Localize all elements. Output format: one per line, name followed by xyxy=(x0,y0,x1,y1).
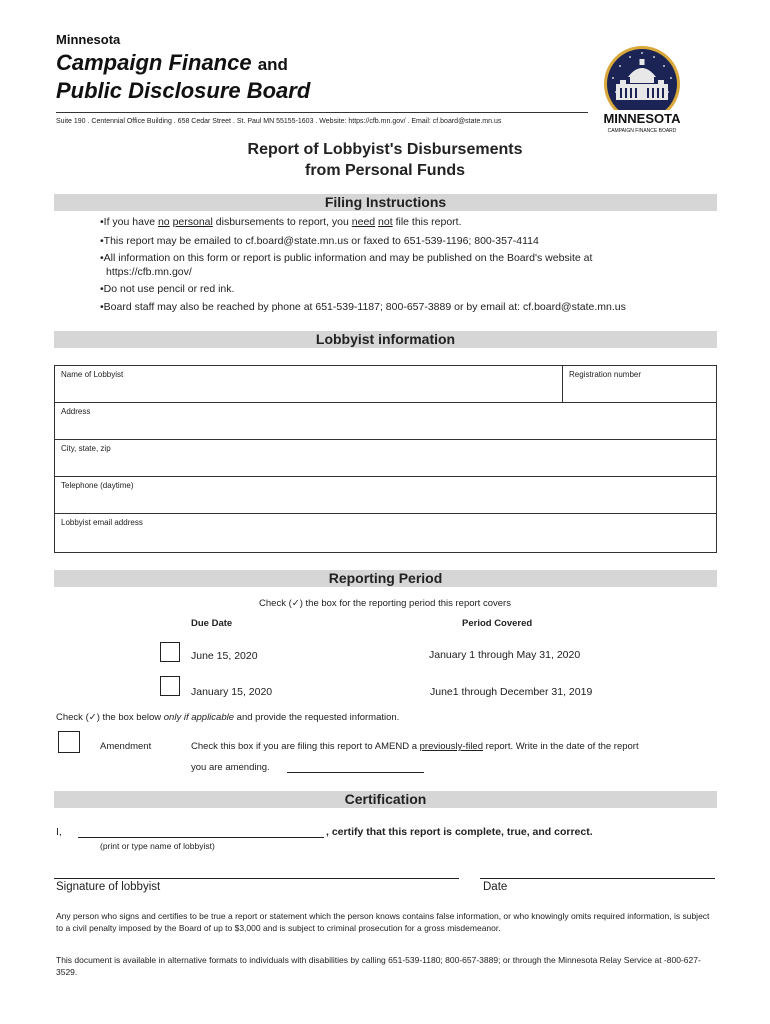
signature-label: Signature of lobbyist xyxy=(56,881,161,893)
contact-address-line: Suite 190 . Centennial Office Building . 658 Cedar Street . St. Paul MN 55155-1603 . Website: https://cfb.mn.gov/ . Email: cf.board@state.mn.us xyxy=(56,118,502,125)
org-name-line1: Campaign Finance and xyxy=(56,50,288,75)
period-instruction: Check (✓) the box for the reporting period this report covers xyxy=(259,598,511,609)
instruction-no-pencil: •Do not use pencil or red ink. xyxy=(100,283,235,295)
instruction-contact-staff: •Board staff may also be reached by phone at 651-539-1187; 800-657-3889 or by email at: cf.board@state.mn.us xyxy=(100,301,626,313)
instruction-website: https://cfb.mn.gov/ xyxy=(106,266,192,278)
signature-line[interactable] xyxy=(54,878,459,879)
seal-title: MINNESOTA xyxy=(603,111,681,126)
org-name-line2: Public Disclosure Board xyxy=(56,78,311,103)
due-date-column-header: Due Date xyxy=(191,618,233,629)
due-date-january-2020: January 15, 2020 xyxy=(191,686,273,698)
date-label: Date xyxy=(483,881,508,893)
amendment-checkbox[interactable] xyxy=(58,731,80,753)
lobbyist-info-heading: Lobbyist information xyxy=(54,331,717,348)
lobbyist-email-field[interactable]: Lobbyist email address xyxy=(61,518,143,527)
lobbyist-name-field[interactable]: Name of Lobbyist xyxy=(55,366,563,403)
amendment-description: Check this box if you are filing this report to AMEND a previously-filed report. Write in the date of the report xyxy=(191,741,639,752)
amendment-date-line[interactable] xyxy=(287,772,424,773)
state-name: Minnesota xyxy=(56,32,121,47)
registration-number-field[interactable]: Registration number xyxy=(563,366,716,403)
seal-subtitle: CAMPAIGN FINANCE BOARD xyxy=(607,128,677,134)
period-covered-jan-may-2020: January 1 through May 31, 2020 xyxy=(429,649,581,661)
instruction-no-disbursements: •If you have no personal disbursements to report, you need not file this report. xyxy=(100,216,462,228)
instruction-email-fax: •This report may be emailed to cf.board@state.mn.us or faxed to 651-539-1196; 800-357-4114 xyxy=(100,235,539,247)
period-covered-jun-dec-2019: June1 through December 31, 2019 xyxy=(430,686,593,698)
period-checkbox-june-2020[interactable] xyxy=(160,642,180,662)
lobbyist-info-table xyxy=(54,365,717,553)
date-line[interactable] xyxy=(480,878,715,879)
print-name-caption: (print or type name of lobbyist) xyxy=(100,841,215,851)
certification-statement: , certify that this report is complete, true, and correct. xyxy=(326,826,593,838)
filing-instructions-heading: Filing Instructions xyxy=(54,194,717,211)
cert-prefix: I, xyxy=(56,826,62,838)
reporting-period-heading: Reporting Period xyxy=(54,570,717,587)
penalty-warning: Any person who signs and certifies to be true a report or statement which the person knows contains false information, or who knowingly omits required information, is subject to a civil penalty imposed by the Board of up to $3,000 and is subject to criminal prosecution for a gross misdemeanor. xyxy=(56,911,710,933)
period-checkbox-january-2020[interactable] xyxy=(160,676,180,696)
accessibility-notice: This document is available in alternative formats to individuals with disabilities by calling 651-539-1180; 800-657-3889; or through the Minnesota Relay Service at -800-627-3529. xyxy=(56,955,701,977)
address-field[interactable]: Address xyxy=(55,403,716,440)
period-covered-column-header: Period Covered xyxy=(462,618,533,629)
instruction-public-info: •All information on this form or report is public information and may be published on the Board's website at xyxy=(100,252,593,264)
telephone-field[interactable]: Telephone (daytime) xyxy=(55,477,716,514)
header-divider xyxy=(56,112,588,113)
report-title-line1: Report of Lobbyist's Disbursements xyxy=(247,141,523,158)
amendment-label: Amendment xyxy=(100,741,152,752)
certification-heading: Certification xyxy=(54,791,717,808)
report-title-line2: from Personal Funds xyxy=(304,162,466,179)
capitol-seal-logo xyxy=(596,44,688,136)
amendment-instruction: Check (✓) the box below only if applicable and provide the requested information. xyxy=(56,712,400,723)
amendment-description-cont: you are amending. xyxy=(191,762,270,773)
city-state-zip-field[interactable]: City, state, zip xyxy=(55,440,716,477)
due-date-june-2020: June 15, 2020 xyxy=(191,650,258,662)
lobbyist-name-line[interactable] xyxy=(78,837,324,838)
